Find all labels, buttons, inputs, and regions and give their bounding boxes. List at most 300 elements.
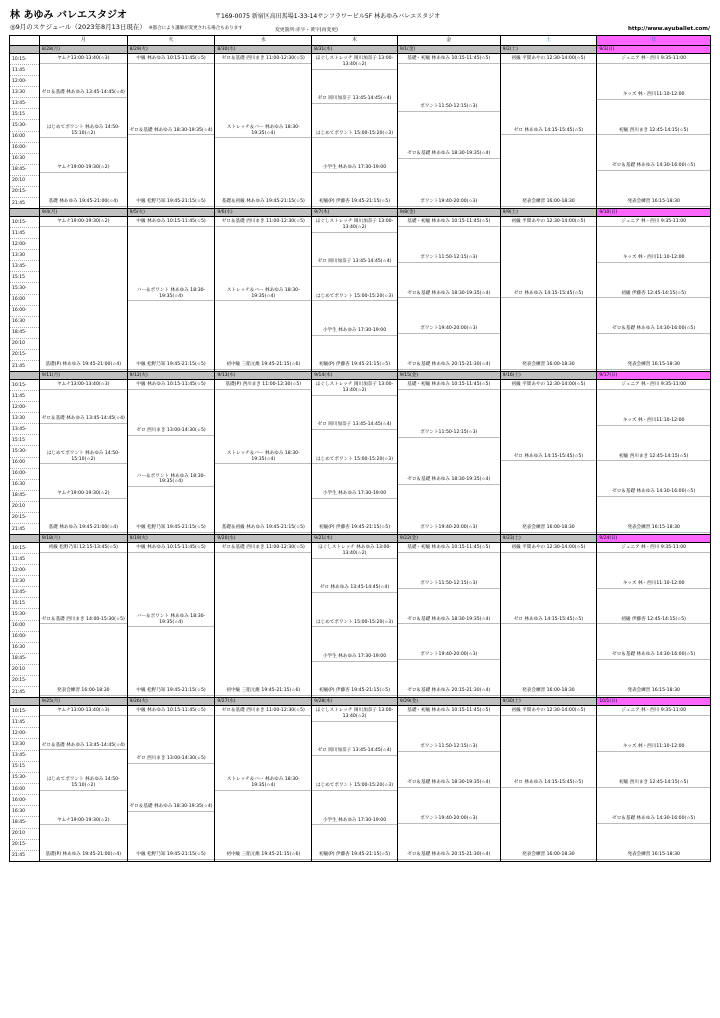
time-slot: 20:15-	[10, 840, 39, 851]
class-entry[interactable]: 初級(P) 伊藤杏 19:45-21:15(☆5)	[312, 361, 397, 370]
day-column	[398, 217, 501, 371]
class-entry[interactable]: 基礎＆初級 林あゆみ 19:45-21:15(☆5)	[215, 524, 311, 533]
class-entry[interactable]: 基礎(P) 林あゆみ 19:45-21:00(☆4)	[40, 851, 127, 860]
class-spacer	[40, 464, 127, 490]
class-spacer	[215, 390, 311, 450]
change-legend: 変更箇所:赤字・黄字(再変更)	[275, 28, 338, 33]
class-entry[interactable]: キッズ 林・西川11:10-12:00	[597, 254, 710, 263]
week-date-row	[10, 535, 710, 543]
class-spacer	[40, 424, 127, 450]
class-spacer	[312, 104, 397, 130]
class-entry[interactable]: ゼロ 岡川加奈子 13:45-14:45(☆4)	[312, 258, 397, 267]
day-column	[40, 217, 128, 371]
class-entry[interactable]: 初級 平間あやの 12:30-14:00(☆5)	[501, 218, 597, 227]
class-spacer	[40, 624, 127, 687]
class-spacer	[40, 750, 127, 776]
class-entry[interactable]: ゼロ＆基礎 林あゆみ 14:30-16:00(☆5)	[597, 488, 710, 497]
class-entry[interactable]: 初級 西川まき 12:45-14:15(☆5)	[597, 127, 710, 136]
class-entry[interactable]: ゼロ 林あゆみ 14:15-15:45(☆5)	[501, 616, 597, 625]
time-slot: 21:45	[12, 200, 25, 206]
date-cell: 9/11(月)	[40, 372, 128, 379]
class-spacer	[597, 298, 710, 325]
day-column	[501, 380, 598, 534]
class-spacer	[501, 390, 597, 453]
time-slot: 18:45-	[10, 328, 39, 339]
class-entry[interactable]: 初中級 三船元維 19:45-21:15(☆6)	[215, 687, 311, 696]
class-spacer	[398, 716, 500, 743]
class-entry[interactable]: ゼロ 岡川加奈子 13:45-14:45(☆4)	[312, 95, 397, 104]
class-spacer	[597, 589, 710, 616]
class-entry[interactable]: ゼロ＆基礎 西川まき 11:00-12:30(☆5)	[215, 707, 311, 716]
time-slot: 15:15	[10, 272, 39, 283]
class-spacer	[40, 716, 127, 742]
weekday-header: 火	[128, 36, 216, 45]
class-entry[interactable]: ゼロ＆基礎 林あゆみ 14:30-16:00(☆5)	[597, 815, 710, 824]
day-column	[128, 217, 216, 371]
class-spacer	[398, 159, 500, 198]
class-spacer	[128, 135, 215, 198]
class-spacer	[597, 553, 710, 580]
class-entry[interactable]: 中級 松野乃知 19:45-21:15(☆5)	[128, 851, 215, 860]
class-entry[interactable]: 小学生 林あゆみ 17:30-19:00	[312, 164, 397, 173]
time-slot: 16:00-	[10, 795, 39, 806]
class-entry[interactable]: ヤムナ13:00-13:40(☆3)	[40, 55, 127, 64]
day-column	[501, 543, 598, 697]
class-entry[interactable]: ゼロ＆基礎 林あゆみ 18:30-19:35(☆4)	[398, 150, 500, 159]
week-body	[10, 217, 710, 371]
date-cell: 9/10(日)	[597, 209, 710, 216]
class-entry[interactable]: ヤムナ19:00-19:30(☆2)	[40, 817, 127, 826]
class-entry[interactable]: ゼロ＆基礎 西川まき 11:00-12:30(☆5)	[215, 544, 311, 553]
day-column	[128, 543, 216, 697]
class-entry[interactable]: 基礎 林あゆみ 19:45-21:00(☆4)	[40, 524, 127, 533]
website-link[interactable]: http://www.ayuballet.com/	[628, 26, 710, 32]
class-entry[interactable]: 初級(P) 伊藤杏 19:45-21:15(☆5)	[312, 687, 397, 696]
class-entry[interactable]: 基礎・初級 林あゆみ 10:15-11:45(☆5)	[398, 381, 500, 390]
class-entry[interactable]: はじめてポワント 15:00-15:20(☆3)	[312, 130, 397, 139]
class-entry[interactable]: キッズ 林・西川11:10-12:00	[597, 580, 710, 589]
class-entry[interactable]: ポワント19:40-20:00(☆3)	[398, 524, 500, 533]
class-entry[interactable]: ヤムナ19:00-19:30(☆2)	[40, 218, 127, 227]
time-slot: 18:45-	[10, 491, 39, 502]
class-spacer	[597, 752, 710, 779]
time-slot: 13:30	[10, 250, 39, 261]
class-entry[interactable]: 発表会練習 16:00-18:30	[501, 198, 597, 207]
class-entry[interactable]: 基礎・初級 林あゆみ 10:15-11:45(☆5)	[398, 55, 500, 64]
class-entry[interactable]: バー＆ポワント 林あゆみ 18:30-19:35(☆4)	[128, 473, 215, 488]
time-slot: 13:30	[10, 739, 39, 750]
class-entry[interactable]: はじめてポワント 林あゆみ 14:50-15:10(☆2)	[40, 776, 127, 791]
class-entry[interactable]: 初級 伊藤杏 12:45-14:15(☆5)	[597, 616, 710, 625]
class-entry[interactable]: ゼロ＆基礎 林あゆみ 18:30-19:35(☆4)	[398, 476, 500, 485]
class-entry[interactable]: ジュニア 林・西川 9:35-11:00	[597, 707, 710, 716]
class-entry[interactable]: 中級 林あゆみ 10:15-11:45(☆5)	[128, 381, 215, 390]
class-entry[interactable]: はじめてポワント 15:00-15:20(☆3)	[312, 619, 397, 628]
class-entry[interactable]: ゼロ＆基礎 西川まき 11:00-12:30(☆5)	[215, 218, 311, 227]
time-slot: 20:15-	[10, 350, 39, 361]
day-column	[215, 706, 312, 861]
class-entry[interactable]: はじめてポワント 林あゆみ 14:50-15:10(☆2)	[40, 124, 127, 139]
class-entry[interactable]: 初級 西川まき 12:45-14:15(☆5)	[597, 779, 710, 788]
class-spacer	[597, 171, 710, 198]
class-entry[interactable]: 小学生 林あゆみ 17:30-19:00	[312, 327, 397, 336]
day-column	[40, 380, 128, 534]
class-entry[interactable]: ゼロ＆基礎 林あゆみ 20:15-21:30(☆4)	[398, 687, 500, 696]
class-entry[interactable]: ポワント19:40-20:00(☆3)	[398, 651, 500, 660]
day-column	[312, 217, 398, 371]
class-entry[interactable]: 発表会練習 16:00-18:30	[501, 361, 597, 370]
weekday-header: 日	[597, 36, 710, 45]
class-entry[interactable]: 発表会練習 16:00-18:30	[501, 524, 597, 533]
day-column	[215, 217, 312, 371]
class-entry[interactable]: ストレッチ＆バー 林あゆみ 18:30-19:35(☆4)	[215, 450, 311, 465]
class-entry[interactable]: ジュニア 林・西川 9:35-11:00	[597, 218, 710, 227]
class-entry[interactable]: ゼロ＆基礎 西川まき 14:00-15:30(☆5)	[40, 616, 127, 625]
date-cell: 9/17(日)	[597, 372, 710, 379]
class-entry[interactable]: ゼロ 西川まき 13:00-14:30(☆5)	[128, 427, 215, 436]
class-entry[interactable]: 中級 松野乃知 19:45-21:15(☆5)	[128, 361, 215, 370]
schedule-title	[10, 22, 243, 31]
class-entry[interactable]: 中級 松野乃知 19:45-21:15(☆5)	[128, 198, 215, 207]
class-entry[interactable]: ゼロ＆基礎 林あゆみ 18:30-19:35(☆4)	[398, 290, 500, 299]
weekday-header: 月	[40, 36, 128, 45]
class-spacer	[40, 138, 127, 164]
day-column	[398, 706, 501, 861]
class-entry[interactable]: ゼロ＆基礎 林あゆみ 18:30-19:35(☆4)	[398, 616, 500, 625]
class-entry[interactable]: 発表会練習 16:15-18:30	[597, 687, 710, 696]
class-entry[interactable]: ゼロ 岡川加奈子 13:45-14:45(☆4)	[312, 421, 397, 430]
class-entry[interactable]: ポワント11:50-12:15(☆3)	[398, 429, 500, 438]
date-corner	[10, 46, 40, 53]
class-entry[interactable]: ゼロ 岡川加奈子 13:45-14:45(☆4)	[312, 747, 397, 756]
class-entry[interactable]: ストレッチ＆バー 林あゆみ 18:30-19:35(☆4)	[215, 124, 311, 139]
class-entry[interactable]: ほぐしストレッチ 岡川加奈子 13:00-13:40(☆2)	[312, 218, 397, 233]
date-cell: 9/4(月)	[40, 209, 128, 216]
class-entry[interactable]: ジュニア 林・西川 9:35-11:00	[597, 381, 710, 390]
class-spacer	[597, 660, 710, 687]
date-cell: 9/6(水)	[215, 209, 312, 216]
class-entry[interactable]: バー＆ポワント 林あゆみ 18:30-19:35(☆4)	[128, 613, 215, 628]
class-entry[interactable]: 中級 林あゆみ 10:15-11:45(☆5)	[128, 544, 215, 553]
class-entry[interactable]: はじめてポワント 林あゆみ 14:50-15:10(☆2)	[40, 450, 127, 465]
day-column	[597, 54, 710, 208]
week-block	[10, 372, 710, 535]
class-entry[interactable]: ゼロ＆基礎 林あゆみ 18:30-19:35(☆4)	[398, 779, 500, 788]
class-entry[interactable]: ヤムナ13:00-13:40(☆3)	[40, 381, 127, 390]
weekday-header: 木	[312, 36, 398, 45]
class-entry[interactable]: ゼロ 林あゆみ 14:15-15:45(☆5)	[501, 127, 597, 136]
class-entry[interactable]: ストレッチ＆バー 林あゆみ 18:30-19:35(☆4)	[215, 287, 311, 302]
date-cell: 9/2(土)	[501, 46, 598, 53]
weekday-header: 金	[398, 36, 501, 45]
class-spacer	[128, 390, 215, 427]
class-entry[interactable]: 初級(P) 伊藤杏 19:45-21:15(☆5)	[312, 198, 397, 207]
class-spacer	[312, 499, 397, 525]
week-body	[10, 54, 710, 208]
class-spacer	[398, 624, 500, 651]
class-entry[interactable]: ゼロ＆基礎 林あゆみ 14:30-16:00(☆5)	[597, 325, 710, 334]
class-entry[interactable]: 初級(P) 伊藤杏 19:45-21:15(☆5)	[312, 851, 397, 860]
date-cell: 9/29(金)	[398, 698, 501, 705]
date-cell: 9/26(火)	[128, 698, 216, 705]
day-column	[215, 54, 312, 208]
class-entry[interactable]: キッズ 林・西川11:10-12:00	[597, 417, 710, 426]
class-spacer	[312, 336, 397, 362]
class-entry[interactable]: ポワント11:50-12:15(☆3)	[398, 254, 500, 263]
class-entry[interactable]: ゼロ＆基礎 林あゆみ 13:45-14:45(☆4)	[40, 742, 127, 751]
class-entry[interactable]: キッズ 林・西川11:10-12:00	[597, 91, 710, 100]
time-slot: 16:00-	[10, 143, 39, 154]
class-entry[interactable]: 基礎・初級 林あゆみ 10:15-11:45(☆5)	[398, 218, 500, 227]
day-column	[501, 706, 598, 861]
time-slot: 15:15	[10, 109, 39, 120]
date-cell: 9/9(土)	[501, 209, 598, 216]
class-spacer	[215, 301, 311, 361]
class-entry[interactable]: 初級 平間あやの 12:30-14:00(☆5)	[501, 544, 597, 553]
day-column	[40, 543, 128, 697]
class-spacer	[128, 301, 215, 361]
class-entry[interactable]: ゼロ 西川まき 13:00-14:30(☆5)	[128, 755, 215, 764]
date-cell: 10/1(日)	[597, 698, 710, 705]
time-slot: 11:45	[10, 717, 39, 728]
day-column	[398, 54, 501, 208]
class-entry[interactable]: ゼロ＆基礎 林あゆみ 18:30-19:35(☆4)	[128, 803, 215, 812]
class-spacer	[215, 716, 311, 776]
time-slot: 11:45	[10, 554, 39, 565]
class-entry[interactable]: ほぐしストレッチ 岡川加奈子 13:00-13:40(☆2)	[312, 55, 397, 70]
class-entry[interactable]: 発表会練習 16:00-18:30	[40, 687, 127, 696]
class-spacer	[501, 227, 597, 290]
class-spacer	[501, 624, 597, 687]
time-column	[10, 54, 40, 208]
class-entry[interactable]: 基礎・初級 林あゆみ 10:15-11:45(☆5)	[398, 544, 500, 553]
class-spacer	[501, 298, 597, 361]
class-entry[interactable]: 初級 西川まき 12:45-14:15(☆5)	[597, 453, 710, 462]
time-slot: 13:30	[10, 413, 39, 424]
day-column	[128, 706, 216, 861]
time-slot: 13:45-	[10, 424, 39, 435]
class-entry[interactable]: 初級 伊藤杏 12:45-14:15(☆5)	[597, 290, 710, 299]
class-entry[interactable]: 基礎＆初級 林あゆみ 19:45-21:15(☆5)	[215, 198, 311, 207]
class-entry[interactable]: 初中級 三船元維 19:45-21:15(☆6)	[215, 361, 311, 370]
class-entry[interactable]: ポワント11:50-12:15(☆3)	[398, 580, 500, 589]
class-entry[interactable]: 初級 平間あやの 12:30-14:00(☆5)	[501, 707, 597, 716]
date-cell: 9/21(木)	[312, 535, 398, 542]
class-entry[interactable]: 基礎(P) 西川まき 11:00-12:30(☆5)	[215, 381, 311, 390]
week-block	[10, 46, 710, 209]
day-column	[128, 380, 216, 534]
time-slot: 10:15-	[10, 217, 39, 228]
time-slot: 10:15-	[10, 543, 39, 554]
class-entry[interactable]: ポワント19:40-20:00(☆3)	[398, 325, 500, 334]
schedule-label: ◎9月のスケジュール（2023年8月13日現在）	[10, 23, 146, 31]
time-slot: 16:30	[10, 154, 39, 165]
class-spacer	[597, 334, 710, 361]
time-slot: 15:15	[10, 762, 39, 773]
class-spacer	[597, 788, 710, 815]
weekday-header-corner	[10, 36, 40, 45]
class-entry[interactable]: ストレッチ＆バー 林あゆみ 18:30-19:35(☆4)	[215, 776, 311, 791]
class-spacer	[40, 553, 127, 616]
time-slot: 15:30-	[10, 283, 39, 294]
date-cell: 9/20(水)	[215, 535, 312, 542]
time-slot: 13:45-	[10, 98, 39, 109]
class-spacer	[398, 263, 500, 290]
time-slot: 13:30	[10, 576, 39, 587]
time-slot: 16:00	[10, 458, 39, 469]
time-slot: 10:15-	[10, 54, 39, 65]
class-spacer	[40, 791, 127, 817]
date-cell: 9/1(金)	[398, 46, 501, 53]
class-spacer	[597, 461, 710, 488]
class-entry[interactable]: ゼロ＆基礎 西川まき 11:00-12:30(☆5)	[215, 55, 311, 64]
time-slot: 16:00-	[10, 306, 39, 317]
day-column	[597, 543, 710, 697]
class-entry[interactable]: ゼロ 林あゆみ 14:15-15:45(☆5)	[501, 779, 597, 788]
class-entry[interactable]: ゼロ＆基礎 林あゆみ 14:30-16:00(☆5)	[597, 162, 710, 171]
class-entry[interactable]: ヤムナ19:00-19:30(☆2)	[40, 164, 127, 173]
class-spacer	[215, 64, 311, 124]
class-spacer	[398, 112, 500, 151]
class-entry[interactable]: ほぐしストレッチ 林あゆみ 13:00-13:40(☆2)	[312, 544, 397, 559]
class-entry[interactable]: 基礎(P) 林あゆみ 19:45-21:00(☆4)	[40, 361, 127, 370]
class-entry[interactable]: ゼロ＆基礎 林あゆみ 13:45-14:45(☆4)	[40, 415, 127, 424]
time-slot: 21:45	[12, 526, 25, 532]
class-entry[interactable]: ゼロ＆基礎 林あゆみ 14:30-16:00(☆5)	[597, 651, 710, 660]
time-column	[10, 380, 40, 534]
day-column	[312, 543, 398, 697]
week-body	[10, 706, 710, 861]
class-spacer	[312, 173, 397, 199]
class-entry[interactable]: ポワント11:50-12:15(☆3)	[398, 103, 500, 112]
class-spacer	[398, 589, 500, 616]
class-entry[interactable]: 初級 松野乃知 12:15-13:45(☆5)	[40, 544, 127, 553]
class-spacer	[597, 263, 710, 290]
class-entry[interactable]: 発表会練習 16:15-18:30	[597, 361, 710, 370]
time-slot: 21:45	[12, 853, 25, 859]
day-column	[398, 380, 501, 534]
week-date-row	[10, 372, 710, 380]
time-slot: 20:15-	[10, 676, 39, 687]
class-entry[interactable]: ゼロ 林あゆみ 14:15-15:45(☆5)	[501, 453, 597, 462]
class-entry[interactable]: 基礎 林あゆみ 19:45-21:00(☆4)	[40, 198, 127, 207]
class-entry[interactable]: ほぐしストレッチ 岡川加奈子 13:00-13:40(☆2)	[312, 707, 397, 722]
class-entry[interactable]: 中級 松野乃知 19:45-21:15(☆5)	[128, 687, 215, 696]
class-entry[interactable]: 小学生 林あゆみ 17:30-19:00	[312, 817, 397, 826]
class-entry[interactable]: 中級 林あゆみ 10:15-11:45(☆5)	[128, 55, 215, 64]
time-slot: 20:10	[10, 502, 39, 513]
class-entry[interactable]: 発表会練習 16:00-18:30	[501, 851, 597, 860]
class-entry[interactable]: キッズ 林・西川11:10-12:00	[597, 743, 710, 752]
date-cell: 9/18(月)	[40, 535, 128, 542]
class-spacer	[597, 624, 710, 651]
class-entry[interactable]: ゼロ＆基礎 林あゆみ 18:30-19:35(☆4)	[128, 127, 215, 136]
class-entry[interactable]: ヤムナ19:00-19:30(☆2)	[40, 490, 127, 499]
time-slot: 12:00-	[10, 76, 39, 87]
time-slot: 13:45-	[10, 587, 39, 598]
class-entry[interactable]: バー＆ポワント 林あゆみ 18:30-19:35(☆4)	[128, 287, 215, 302]
date-cell: 9/3(日)	[597, 46, 710, 53]
class-entry[interactable]: ゼロ 林あゆみ 14:15-15:45(☆5)	[501, 290, 597, 299]
class-entry[interactable]: 小学生 林あゆみ 17:30-19:00	[312, 653, 397, 662]
day-column	[128, 54, 216, 208]
class-spacer	[128, 553, 215, 613]
class-entry[interactable]: 発表会練習 16:15-18:30	[597, 524, 710, 533]
class-entry[interactable]: ジュニア 林・西川 9:35-11:00	[597, 544, 710, 553]
day-column	[312, 54, 398, 208]
week-block	[10, 209, 710, 372]
date-cell: 9/13(水)	[215, 372, 312, 379]
time-slot: 13:30	[10, 87, 39, 98]
class-spacer	[398, 553, 500, 580]
class-entry[interactable]: ポワント19:40-20:00(☆3)	[398, 815, 500, 824]
class-entry[interactable]: 小学生 林あゆみ 17:30-19:00	[312, 490, 397, 499]
class-entry[interactable]: 発表会練習 16:00-18:30	[501, 687, 597, 696]
class-spacer	[398, 390, 500, 429]
date-cell: 8/31(木)	[312, 46, 398, 53]
class-spacer	[312, 396, 397, 422]
class-entry[interactable]: ゼロ＆基礎 林あゆみ 13:45-14:45(☆4)	[40, 89, 127, 98]
day-column	[40, 54, 128, 208]
time-slot: 10:15-	[10, 380, 39, 391]
class-entry[interactable]: ポワント11:50-12:15(☆3)	[398, 743, 500, 752]
class-entry[interactable]: ヤムナ13:00-13:40(☆3)	[40, 707, 127, 716]
studio-name: 林 あゆみ バレエスタジオ	[10, 10, 127, 21]
class-entry[interactable]: 初級 平間あやの 12:30-14:00(☆5)	[501, 381, 597, 390]
date-cell: 9/30(土)	[501, 698, 598, 705]
class-spacer	[312, 233, 397, 259]
class-entry[interactable]: はじめてポワント 15:00-15:20(☆3)	[312, 456, 397, 465]
date-cell: 9/23(土)	[501, 535, 598, 542]
class-entry[interactable]: ゼロ＆基礎 林あゆみ 20:15-21:30(☆4)	[398, 851, 500, 860]
week-date-row	[10, 209, 710, 217]
class-entry[interactable]: はじめてポワント 15:00-15:20(☆3)	[312, 782, 397, 791]
time-slot: 15:30-	[10, 120, 39, 131]
time-slot: 18:45-	[10, 654, 39, 665]
class-entry[interactable]: ゼロ 林あゆみ 13:45-14:45(☆4)	[312, 584, 397, 593]
class-entry[interactable]: 中級 林あゆみ 10:15-11:45(☆5)	[128, 218, 215, 227]
day-column	[501, 54, 598, 208]
class-spacer	[398, 64, 500, 103]
time-slot: 18:45-	[10, 817, 39, 828]
class-spacer	[40, 390, 127, 416]
class-entry[interactable]: 中級 松野乃知 19:45-21:15(☆5)	[128, 524, 215, 533]
class-entry[interactable]: 中級 林あゆみ 10:15-11:45(☆5)	[128, 707, 215, 716]
class-entry[interactable]: ポワント19:40-20:00(☆3)	[398, 198, 500, 207]
class-entry[interactable]: 発表会練習 16:15-18:30	[597, 851, 710, 860]
studio-address: 〒169-0075 新宿区高田馬場1-33-14サンフラワービル5F 林あゆみバレエスタジオ	[215, 13, 441, 20]
class-entry[interactable]: 初中級 三船元維 19:45-21:15(☆6)	[215, 851, 311, 860]
class-entry[interactable]: ジュニア 林・西川 9:35-11:00	[597, 55, 710, 64]
class-entry[interactable]: 基礎・初級 林あゆみ 10:15-11:45(☆5)	[398, 707, 500, 716]
class-spacer	[40, 64, 127, 90]
class-entry[interactable]: ゼロ＆基礎 林あゆみ 20:15-21:30(☆4)	[398, 361, 500, 370]
weekday-header: 土	[501, 36, 598, 45]
time-slot: 12:00-	[10, 565, 39, 576]
day-column	[597, 217, 710, 371]
class-entry[interactable]: 初級 平間あやの 12:30-14:00(☆5)	[501, 55, 597, 64]
class-entry[interactable]: ほぐしストレッチ 岡川加奈子 13:00-13:40(☆2)	[312, 381, 397, 396]
class-spacer	[312, 559, 397, 585]
class-entry[interactable]: 発表会練習 16:15-18:30	[597, 198, 710, 207]
class-entry[interactable]: はじめてポワント 15:00-15:20(☆3)	[312, 293, 397, 302]
time-slot: 11:45	[10, 391, 39, 402]
class-entry[interactable]: 初級(P) 伊藤杏 19:45-21:15(☆5)	[312, 524, 397, 533]
class-spacer	[398, 752, 500, 779]
time-column	[10, 706, 40, 861]
time-slot: 16:00	[10, 784, 39, 795]
class-spacer	[501, 716, 597, 779]
